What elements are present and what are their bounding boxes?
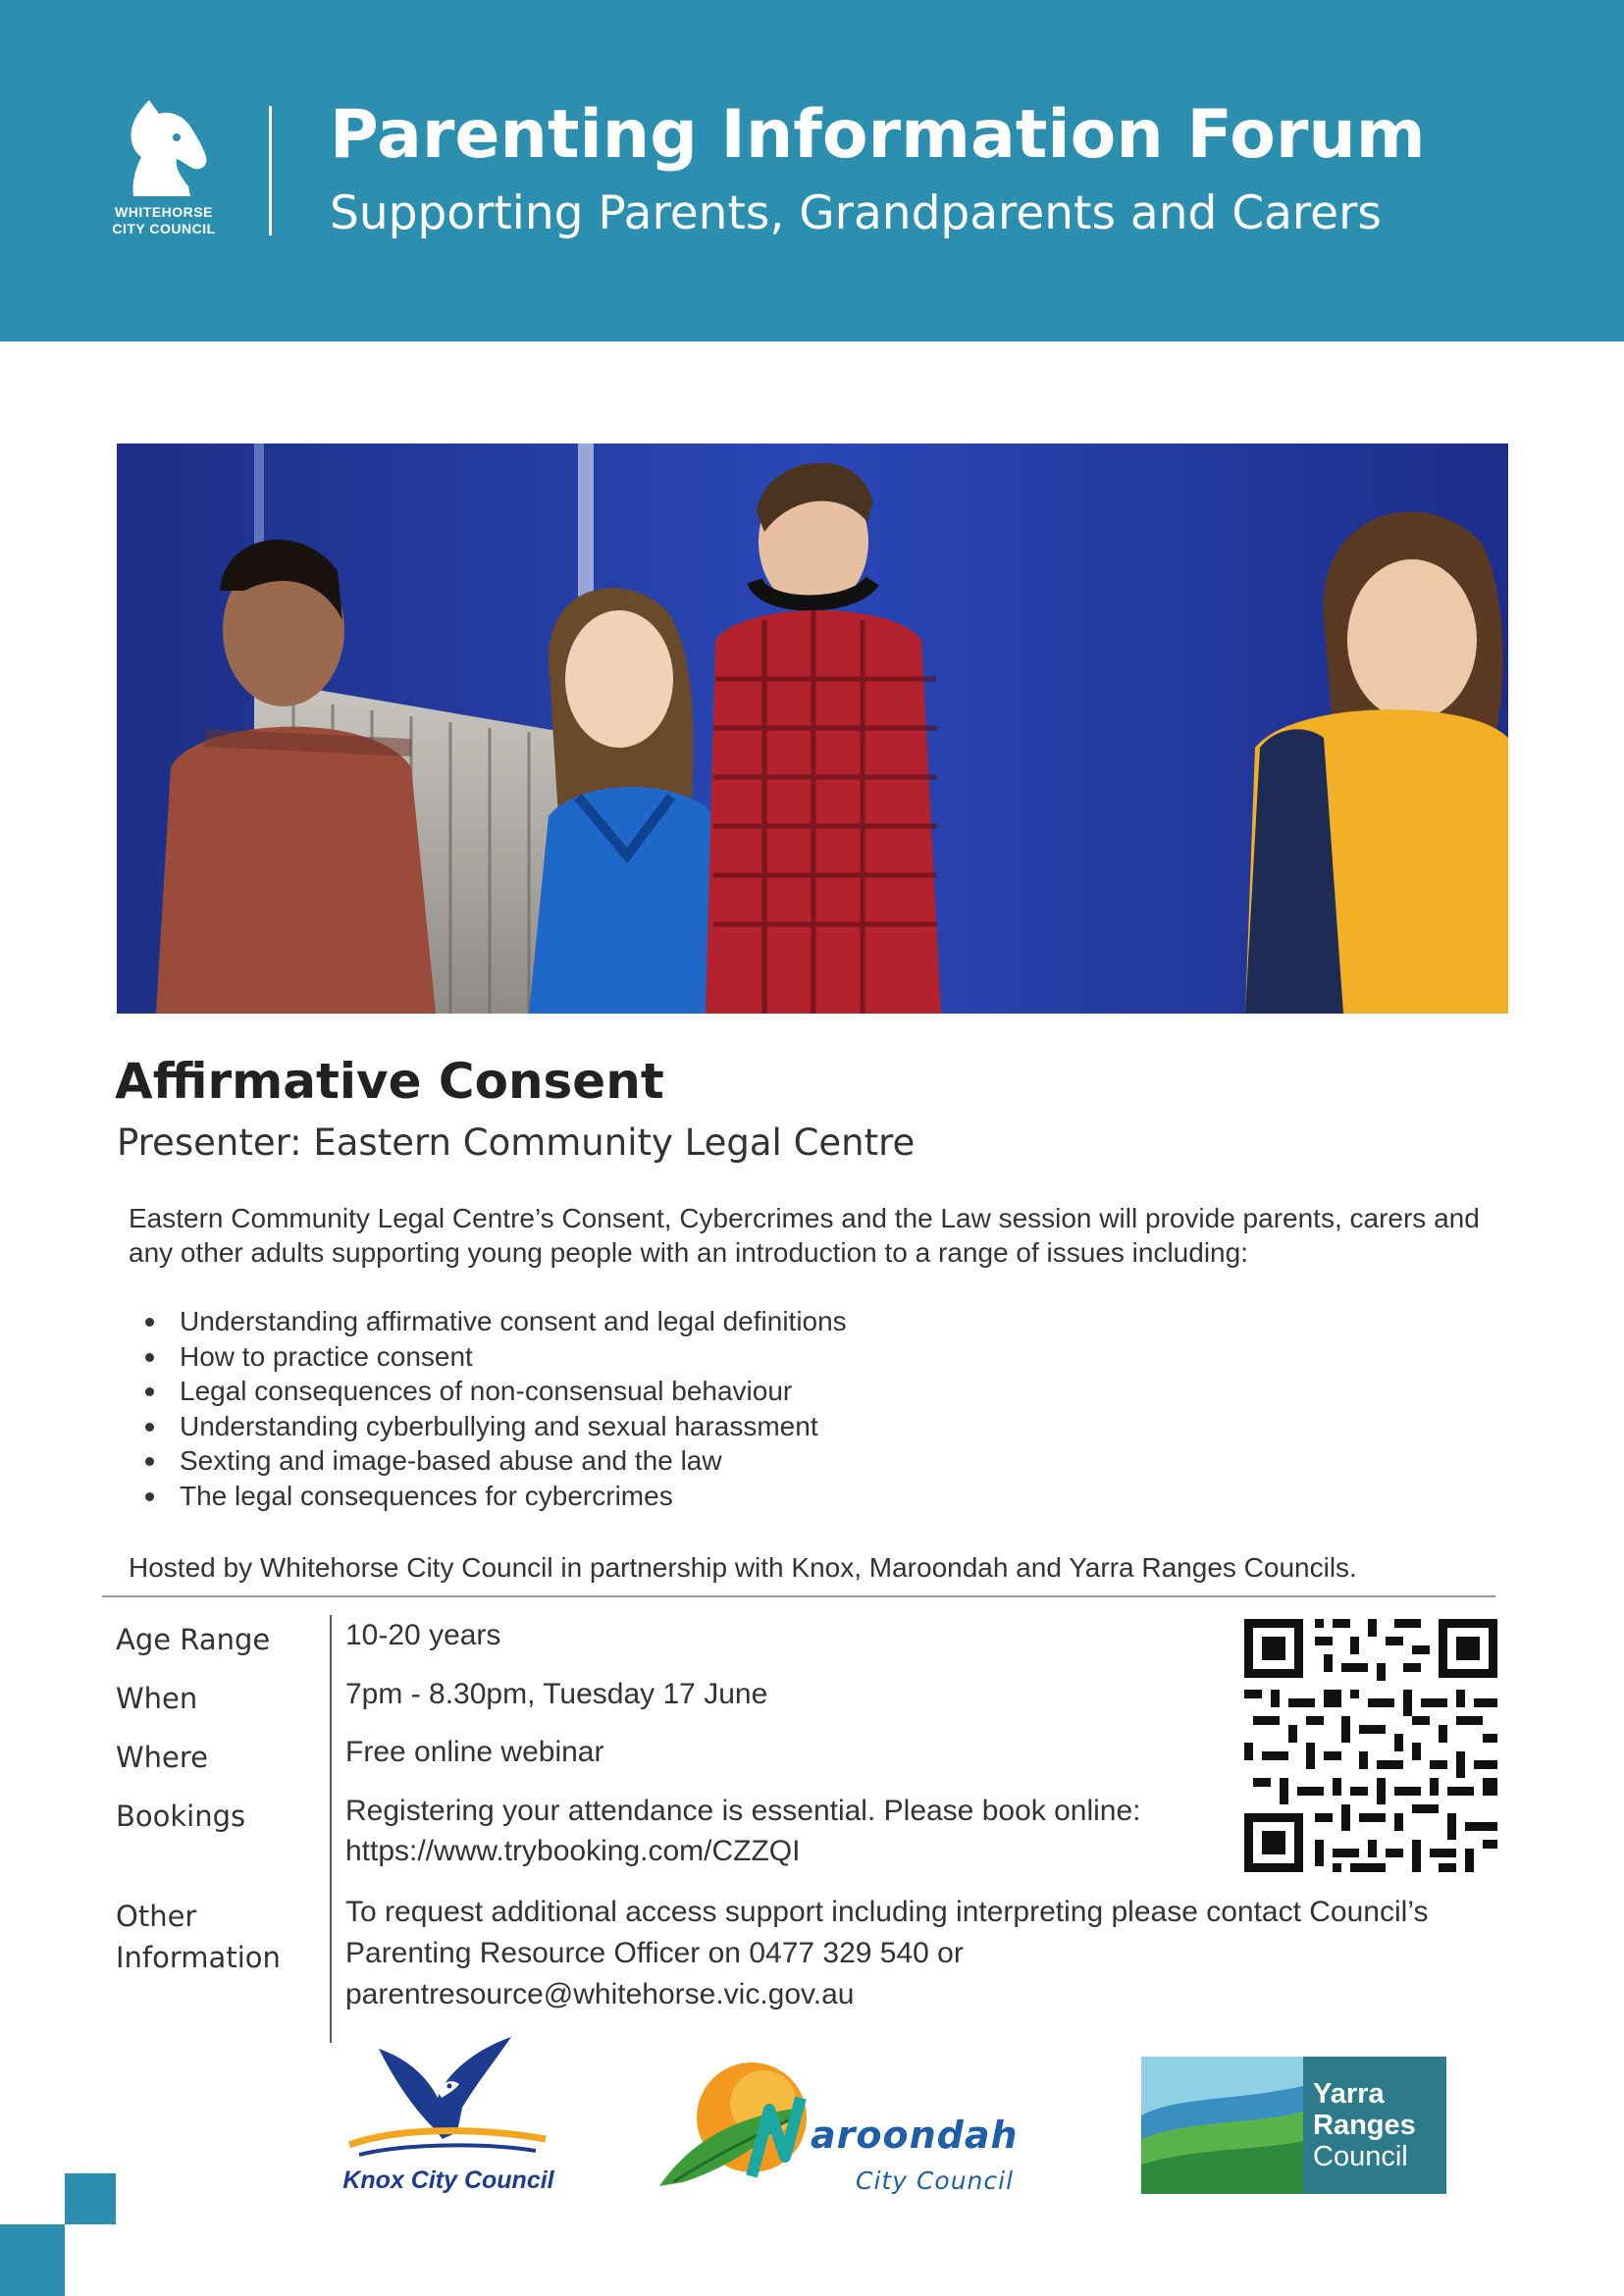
maroondah-city-council-logo: [654, 2059, 1026, 2198]
age-range-label: Age Range: [116, 1623, 271, 1656]
list-item: The legal consequences for cybercrimes: [143, 1479, 847, 1514]
whitehorse-logo: [110, 96, 226, 243]
horse-head-icon: [120, 96, 210, 196]
sun-leaf-icon: [654, 2059, 820, 2198]
hero-photo: [117, 444, 1508, 1014]
header-divider: [269, 106, 272, 235]
page-subtitle: Supporting Parents, Grandparents and Carers: [330, 186, 1382, 240]
divider: [102, 1595, 1495, 1597]
event-title: Affirmative Consent: [115, 1053, 664, 1110]
contact-email-link[interactable]: parentresource@whitehorse.vic.gov.au: [345, 1978, 855, 2010]
list-item: Sexting and image-based abuse and the law: [143, 1443, 847, 1479]
other-information-line2: Parenting Resource Officer on 0477 329 540 or: [345, 1937, 964, 1969]
event-intro: Eastern Community Legal Centre’s Consent, Cybercrimes and the Law session will provide parents, carers and any other adults supporting young people with an introduction to a range of issues including:: [129, 1203, 1480, 1268]
when-label: When: [116, 1682, 198, 1715]
topic-list: [143, 1304, 847, 1513]
bookings-value: Registering your attendance is essential. Please book online:: [345, 1795, 1141, 1827]
knox-city-council-logo: [340, 2029, 555, 2201]
list-item: Understanding cyberbullying and sexual harassment: [143, 1409, 847, 1444]
page-title: Parenting Information Forum: [330, 96, 1426, 174]
qr-code[interactable]: [1244, 1619, 1497, 1872]
list-item: How to practice consent: [143, 1339, 847, 1375]
yarra-ranges-council-logo: [1141, 2057, 1446, 2194]
yarra-logo-text: [1313, 2078, 1446, 2172]
details-divider: [330, 1615, 332, 2043]
age-range-value: 10-20 years: [345, 1619, 501, 1651]
when-value: 7pm - 8.30pm, Tuesday 17 June: [345, 1678, 768, 1710]
maroondah-logo-subtext: City Council: [856, 2166, 1015, 2195]
bookings-label: Bookings: [116, 1800, 246, 1833]
list-item: Understanding affirmative consent and legal definitions: [143, 1304, 847, 1339]
yarra-logo-line3: Council: [1313, 2141, 1408, 2172]
qr-code-icon: [1244, 1619, 1497, 1872]
yarra-logo-line2: Ranges: [1313, 2110, 1416, 2141]
header-banner: [0, 0, 1624, 341]
eagle-icon: [340, 2029, 555, 2166]
other-label: Other: [116, 1900, 197, 1933]
event-presenter: Presenter: Eastern Community Legal Centre: [117, 1122, 916, 1164]
information-label: Information: [116, 1941, 281, 1974]
other-information-line1: To request additional access support including interpreting please contact Council’s: [345, 1896, 1429, 1928]
list-item: Legal consequences of non-consensual behaviour: [143, 1374, 847, 1409]
yarra-logo-line1: Yarra: [1313, 2078, 1385, 2110]
knox-logo-text: Knox City Council: [342, 2166, 554, 2194]
where-label: Where: [116, 1741, 209, 1774]
where-value: Free online webinar: [345, 1736, 604, 1768]
booking-link[interactable]: https://www.trybooking.com/CZZQI: [345, 1835, 801, 1867]
whitehorse-logo-text: WHITEHORSE CITY COUNCIL: [112, 204, 216, 236]
hosted-by-text: Hosted by Whitehorse City Council in partnership with Knox, Maroondah and Yarra Ranges Councils.: [129, 1552, 1357, 1583]
corner-decoration: [65, 2173, 116, 2224]
corner-decoration: [0, 2224, 65, 2296]
maroondah-logo-text: aroondah: [811, 2113, 1019, 2157]
